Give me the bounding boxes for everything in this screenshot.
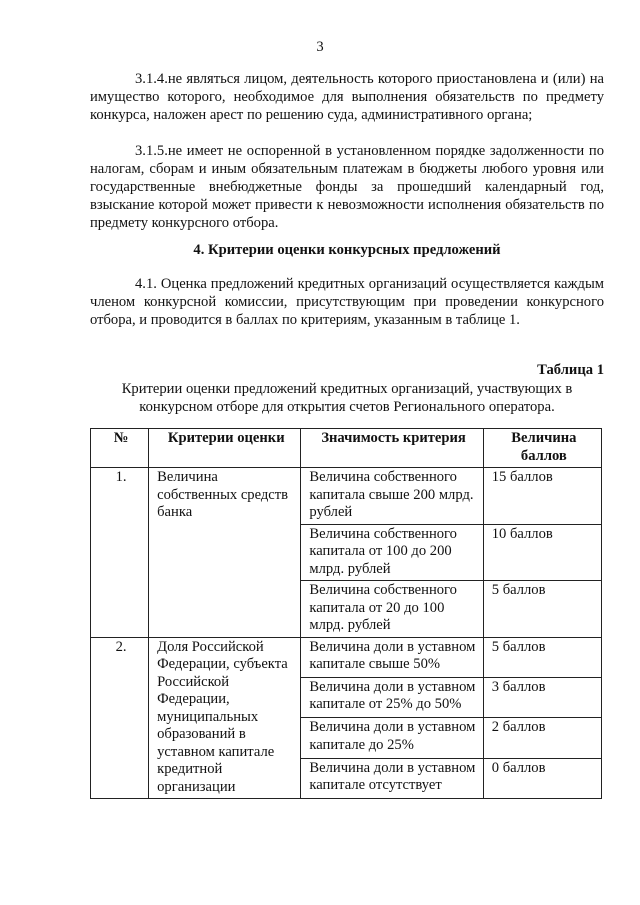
criterion-cell: Величина собственных средств банка (149, 468, 301, 638)
paragraph-4-1: 4.1. Оценка предложений кредитных организаций осуществляется каждым членом конкурсной комиссии, присутствующим при проведении конкурсного отбора, и проводится в баллах по критериям, указанным в таблице 1. (90, 276, 604, 328)
significance-cell: Величина собственного капитала от 100 до 200 млрд. рублей (301, 524, 483, 581)
points-cell: 10 баллов (483, 524, 601, 581)
paragraph-3-1-5: 3.1.5.не имеет не оспоренной в установленном порядке задолженности по налогам, сборам и иным обязательным платежам в бюджеты любого уровня или государственные внебюджетные фонды за прошедший календарный год, взыскание которой может привести к невозможности исполнения обязательств по предмету конкурсного отбора. (90, 143, 604, 231)
page-number: 3 (316, 39, 324, 55)
points-cell: 0 баллов (483, 758, 601, 798)
table-header-row (91, 429, 602, 468)
header-number: № (91, 429, 149, 468)
section-heading: 4. Критерии оценки конкурсных предложений (193, 242, 501, 258)
table-label: Таблица 1 (537, 362, 604, 378)
criterion-cell: Доля Российской Федерации, субъекта Российской Федерации, муниципальных образований в уставном капитале кредитной организации (149, 637, 301, 799)
paragraph-3-1-4: 3.1.4.не являться лицом, деятельность которого приостановлена и (или) на имущество которого, необходимое для выполнения обязательств по предмету конкурса, наложен арест по решению суда, административного органа; (90, 71, 604, 123)
row-number: 2. (91, 637, 149, 799)
points-cell: 15 баллов (483, 468, 601, 525)
criteria-table (90, 428, 602, 799)
significance-cell: Величина доли в уставном капитале от 25% до 50% (301, 677, 483, 717)
significance-cell: Величина доли в уставном капитале свыше 50% (301, 637, 483, 677)
header-criteria: Критерии оценки (149, 429, 301, 468)
points-cell: 5 баллов (483, 637, 601, 677)
row-number: 1. (91, 468, 149, 638)
header-points: Величина баллов (483, 429, 601, 468)
significance-cell: Величина доли в уставном капитале до 25% (301, 718, 483, 758)
table-row (91, 468, 602, 525)
significance-cell: Величина доли в уставном капитале отсутствует (301, 758, 483, 798)
header-significance: Значимость критерия (301, 429, 483, 468)
points-cell: 5 баллов (483, 581, 601, 638)
significance-cell: Величина собственного капитала свыше 200 млрд. рублей (301, 468, 483, 525)
table-row (91, 637, 602, 677)
points-cell: 3 баллов (483, 677, 601, 717)
significance-cell: Величина собственного капитала от 20 до 100 млрд. рублей (301, 581, 483, 638)
table-caption: Критерии оценки предложений кредитных организаций, участвующих в конкурсном отборе для открытия счетов Регионального оператора. (121, 381, 573, 415)
points-cell: 2 баллов (483, 718, 601, 758)
